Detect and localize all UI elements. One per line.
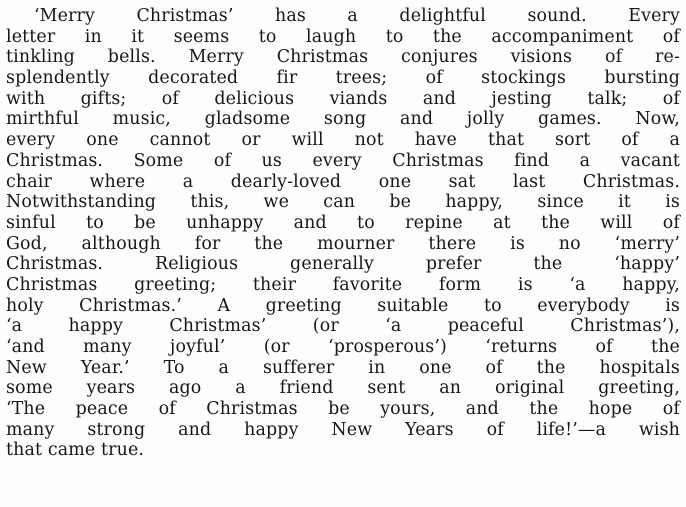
text-line: Christmas greeting; their favorite form is ‘a happy, [6, 274, 680, 295]
text-line: Christmas. Some of us every Christmas find a vacant [6, 150, 680, 171]
text-line: holy Christmas.’ A greeting suitable to everybody is [6, 295, 680, 316]
text-line: some years ago a friend sent an original greeting, [6, 378, 680, 399]
text-line: ‘Merry Christmas’ has a delightful sound. Every [34, 6, 680, 26]
text-line: letter in it seems to laugh to the accompaniment of [6, 26, 680, 47]
text-line: chair where a dearly-loved one sat last Christmas. [6, 171, 680, 192]
text-line: with gifts; of delicious viands and jesting talk; of [6, 88, 680, 109]
text-line: ‘The peace of Christmas be yours, and the hope of [6, 399, 680, 420]
text-line: God, although for the mourner there is no ‘merry’ [6, 233, 680, 254]
text-line: ‘and many joyful’ (or ‘prosperous’) ‘returns of the [6, 337, 680, 357]
text-line: splendently decorated fir trees; of stockings bursting [6, 68, 680, 89]
text-line: ‘a happy Christmas’ (or ‘a peaceful Christmas’), [6, 316, 680, 337]
text-line: sinful to be unhappy and to repine at the will of [6, 212, 680, 233]
text-line: many strong and happy New Years of life!’—a wish [6, 419, 680, 440]
text-line: every one cannot or will not have that sort of a [6, 130, 680, 151]
text-line: mirthful music, gladsome song and jolly games. Now, [6, 109, 680, 130]
article-paragraph [6, 6, 680, 461]
text-line: New Year.’ To a sufferer in one of the hospitals [6, 357, 680, 378]
text-line-last: that came true. [6, 440, 145, 461]
text-line: Christmas. Religious generally prefer the ‘happy’ [6, 254, 680, 275]
text-line: tinkling bells. Merry Christmas conjures visions of re- [6, 47, 680, 68]
text-line: Notwithstanding this, we can be happy, since it is [6, 192, 680, 213]
